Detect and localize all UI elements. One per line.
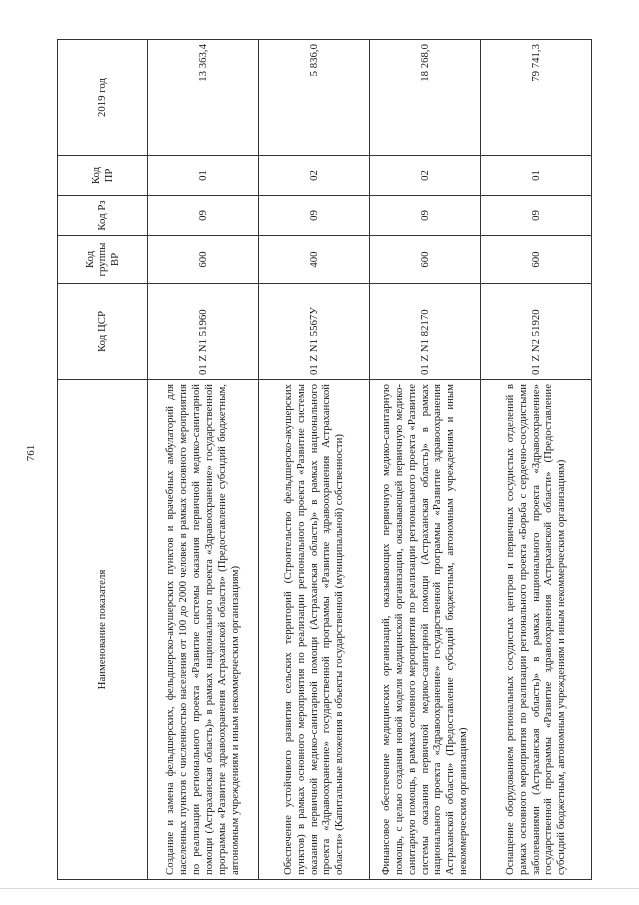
row-csr: 01 Z N1 5567У [259, 284, 370, 380]
row-vr: 400 [259, 236, 370, 284]
row-amount: 5 836,0 [259, 40, 370, 156]
row-name: Обеспечение устойчивого развития сельских территорий (Строительство фельдшерско-акушерских пунктов) в рамках основного мероприятия по реализации регионального проекта «Развитие системы оказания первичной медико-санитарной помощи (Астраханская область)» в рамках национального проекта «Здравоохранение» государственной программы «Развитие здравоохранения Астраханской области» (Капитальные вложения в объекты государственной (муниципальной) собственности) [259, 380, 370, 880]
row-rz: 09 [370, 196, 481, 236]
header-year: 2019 год [58, 40, 148, 156]
table-row [259, 40, 370, 880]
row-pr: 02 [259, 156, 370, 196]
row-rz: 09 [259, 196, 370, 236]
header-pr: Код ПР [58, 156, 148, 196]
row-name: Финансовое обеспечение медицинских организаций, оказывающих первичную медико-санитарную помощь, с целью создания новой модели медицинской организации, оказывающей первичную медико-санитарную помощь, в рамках основного мероприятия по реализации регионального проекта «Развитие системы оказания первичной медико-санитарной помощи (Астраханская область)» в рамках национального проекта «Здравоохранение» государственной программы «Развитие здравоохранения Астраханской области» (Предоставление субсидий бюджетным, автономным учреждениям и иным некоммерческим организациям) [370, 380, 481, 880]
row-name: Создание и замена фельдшерских, фельдшерско-акушерских пунктов и врачебных амбулаторий для населенных пунктов с численностью населения от 100 до 2000 человек в рамках основного мероприятия по реализации регионального проекта «Развитие системы оказания первичной медико-санитарной помощи (Астраханская область)» в рамках национального проекта «Здравоохранение» государственной программы «Развитие здравоохранения Астраханской области» (Предоставление субсидий бюджетным, автономным учреждениям и иным некоммерческим организациям) [148, 380, 259, 880]
table-row [370, 40, 481, 880]
header-vr: Код группы ВР [58, 236, 148, 284]
row-vr: 600 [481, 236, 592, 284]
row-amount: 79 741,3 [481, 40, 592, 156]
row-rz: 09 [148, 196, 259, 236]
budget-table [57, 39, 592, 880]
row-csr: 01 Z N1 51960 [148, 284, 259, 380]
page-number: 761 [25, 444, 37, 462]
row-pr: 01 [481, 156, 592, 196]
table-row [481, 40, 592, 880]
header-csr: Код ЦСР [58, 284, 148, 380]
row-vr: 600 [148, 236, 259, 284]
table-header-row [58, 40, 148, 880]
row-name: Оснащение оборудованием региональных сосудистых центров и первичных сосудистых отделений в рамках основного мероприятия по реализации регионального проекта «Борьба с сердечно-сосудистыми заболеваниями (Астраханская область)» в рамках национального проекта «Здравоохранение» государственной программы «Развитие здравоохранения Астраханской области» (Предоставление субсидий бюджетным, автономным учреждениям и иным некоммерческим организациям) [481, 380, 592, 880]
table-row [148, 40, 259, 880]
row-pr: 01 [148, 156, 259, 196]
row-vr: 600 [370, 236, 481, 284]
row-csr: 01 Z N1 82170 [370, 284, 481, 380]
row-csr: 01 Z N2 51920 [481, 284, 592, 380]
header-name: Наименование показателя [58, 380, 148, 880]
row-pr: 02 [370, 156, 481, 196]
header-rz: Код Рз [58, 196, 148, 236]
row-amount: 13 363,4 [148, 40, 259, 156]
budget-table-container [57, 40, 589, 880]
row-rz: 09 [481, 196, 592, 236]
row-amount: 18 268,0 [370, 40, 481, 156]
page-bottom-divider [0, 888, 639, 889]
